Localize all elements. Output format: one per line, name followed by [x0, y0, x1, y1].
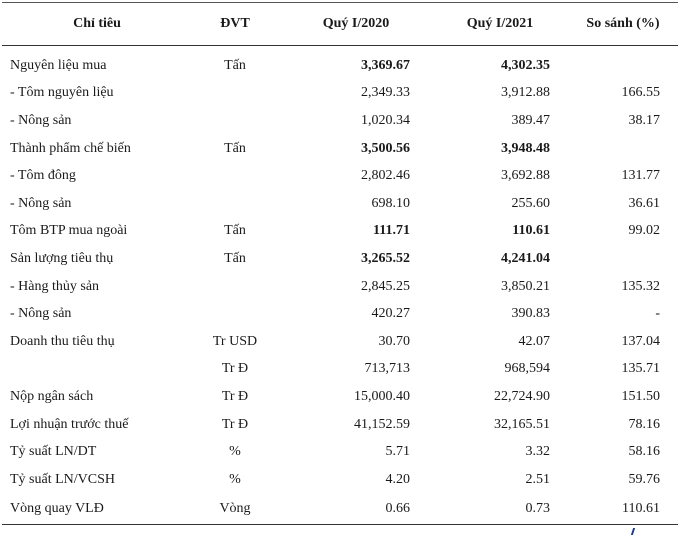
cell-q1-2020: 713,713: [364, 361, 410, 377]
cell-unit: Vòng: [192, 494, 292, 525]
cell-q1-2020: 2,802.46: [361, 168, 410, 184]
cell-compare: 59.76: [628, 471, 660, 487]
cell-compare: 137.04: [621, 333, 660, 349]
table-row: [2, 300, 678, 328]
cell-indicator: - Hàng thủy sản: [10, 278, 100, 294]
cell-indicator: Tỷ suất LN/DT: [10, 444, 97, 460]
cell-compare: 166.55: [621, 85, 660, 101]
cell-compare: 135.32: [621, 278, 660, 294]
cell-q1-2021: 3,912.88: [501, 85, 550, 101]
table-row: [2, 218, 678, 246]
cell-unit: [192, 162, 292, 190]
cell-compare: 38.17: [628, 112, 660, 128]
table-row: [2, 135, 678, 163]
table-row: [2, 356, 678, 384]
cell-compare: 131.77: [621, 168, 660, 184]
cell-q1-2020: 15,000.40: [354, 388, 410, 404]
cell-unit: Tr Đ: [221, 416, 249, 432]
report-table: [2, 2, 678, 525]
cell-indicator: Tỷ suất LN/VCSH: [10, 471, 115, 487]
header-unit: ĐVT: [192, 3, 292, 46]
cell-q1-2020: 1,020.34: [361, 112, 410, 128]
header-q1-2020: Quý I/2020: [292, 3, 420, 46]
table-row: [2, 80, 678, 108]
cell-q1-2021: 4,302.35: [501, 57, 550, 73]
header-compare: So sánh (%): [560, 3, 678, 46]
cell-unit: [192, 300, 292, 328]
table-row: [2, 466, 678, 494]
cell-compare: [560, 135, 678, 163]
cell-indicator: [2, 356, 192, 384]
cell-unit: Tấn: [224, 250, 246, 266]
cell-indicator: Tôm BTP mua ngoài: [10, 223, 128, 239]
report-table-container: [2, 2, 678, 525]
table-row: [2, 411, 678, 439]
cell-compare: [560, 46, 678, 80]
cell-unit: %: [229, 471, 241, 487]
cell-q1-2021: 110.61: [512, 223, 550, 239]
cell-q1-2021: 3,850.21: [501, 278, 550, 294]
cell-compare: 78.16: [628, 416, 660, 432]
header-q1-2021: Quý I/2021: [420, 3, 560, 46]
cell-indicator: - Tôm nguyên liệu: [10, 85, 114, 101]
cell-q1-2021: 3,948.48: [501, 140, 550, 156]
cell-q1-2020: 4.20: [385, 471, 410, 487]
cell-q1-2020: 3,369.67: [361, 57, 410, 73]
cell-unit: [192, 80, 292, 108]
cell-compare: 151.50: [621, 388, 660, 404]
cell-unit: Tr USD: [212, 333, 258, 349]
cell-q1-2020: 420.27: [371, 306, 410, 322]
cell-q1-2021: 968,594: [504, 361, 550, 377]
cell-indicator: Doanh thu tiêu thụ: [10, 333, 115, 349]
cell-unit: Tr Đ: [221, 388, 249, 404]
cell-indicator: - Nông sản: [10, 112, 72, 128]
table-row: [2, 107, 678, 135]
table-row: [2, 494, 678, 525]
cell-unit: Tr Đ: [221, 361, 249, 377]
cell-unit: [192, 107, 292, 135]
header-row: [2, 3, 678, 46]
cell-unit: [192, 273, 292, 301]
cell-indicator: - Tôm đông: [10, 168, 76, 184]
cell-q1-2021: 389.47: [511, 112, 550, 128]
cell-unit: Tấn: [224, 223, 246, 239]
cell-q1-2020: 0.66: [292, 494, 420, 525]
cell-unit: Tấn: [224, 140, 246, 156]
table-row: [2, 245, 678, 273]
cell-compare: [560, 245, 678, 273]
table-body: [2, 46, 678, 525]
cell-q1-2020: 5.71: [385, 444, 410, 460]
cell-unit: %: [229, 444, 241, 460]
cell-compare: 110.61: [560, 494, 678, 525]
cell-q1-2021: 255.60: [511, 195, 550, 211]
cell-indicator: Thành phẩm chế biến: [10, 140, 131, 156]
cell-unit: [192, 190, 292, 218]
table-row: [2, 46, 678, 80]
cell-indicator: Nguyên liệu mua: [10, 57, 107, 73]
cell-q1-2021: 32,165.51: [494, 416, 550, 432]
table-header: [2, 3, 678, 46]
cell-q1-2021: 0.73: [420, 494, 560, 525]
table-row: [2, 328, 678, 356]
table-row: [2, 190, 678, 218]
cell-q1-2020: 3,265.52: [361, 250, 410, 266]
cell-compare: 36.61: [628, 195, 660, 211]
cell-q1-2020: 30.70: [378, 333, 410, 349]
cell-q1-2021: 2.51: [525, 471, 550, 487]
cell-indicator: Sản lượng tiêu thụ: [10, 250, 114, 266]
table-row: [2, 273, 678, 301]
cell-q1-2021: 22,724.90: [494, 388, 550, 404]
cell-q1-2020: 111.71: [373, 223, 410, 239]
cell-compare: 99.02: [628, 223, 660, 239]
cell-unit: Tấn: [224, 57, 246, 73]
cell-q1-2021: 3,692.88: [501, 168, 550, 184]
cell-q1-2021: 4,241.04: [501, 250, 550, 266]
cell-compare: 135.71: [621, 361, 660, 377]
cell-q1-2021: 3.32: [525, 444, 550, 460]
table-row: [2, 162, 678, 190]
cell-q1-2021: 390.83: [511, 306, 550, 322]
cell-indicator: - Nông sản: [10, 306, 72, 322]
table-row: [2, 383, 678, 411]
cell-q1-2020: 2,349.33: [361, 85, 410, 101]
cell-q1-2021: 42.07: [518, 333, 550, 349]
cell-compare: 58.16: [628, 444, 660, 460]
cell-indicator: Lợi nhuận trước thuế: [10, 416, 129, 432]
cell-compare: -: [655, 306, 660, 322]
cell-indicator: Nộp ngân sách: [10, 388, 94, 404]
cell-indicator: Vòng quay VLĐ: [2, 494, 192, 525]
cell-q1-2020: 698.10: [371, 195, 410, 211]
cell-indicator: - Nông sản: [10, 195, 72, 211]
cell-q1-2020: 3,500.56: [361, 140, 410, 156]
table-row: [2, 438, 678, 466]
cell-q1-2020: 41,152.59: [354, 416, 410, 432]
header-indicator: Chỉ tiêu: [2, 3, 192, 46]
pen-mark: [631, 528, 635, 535]
cell-q1-2020: 2,845.25: [361, 278, 410, 294]
